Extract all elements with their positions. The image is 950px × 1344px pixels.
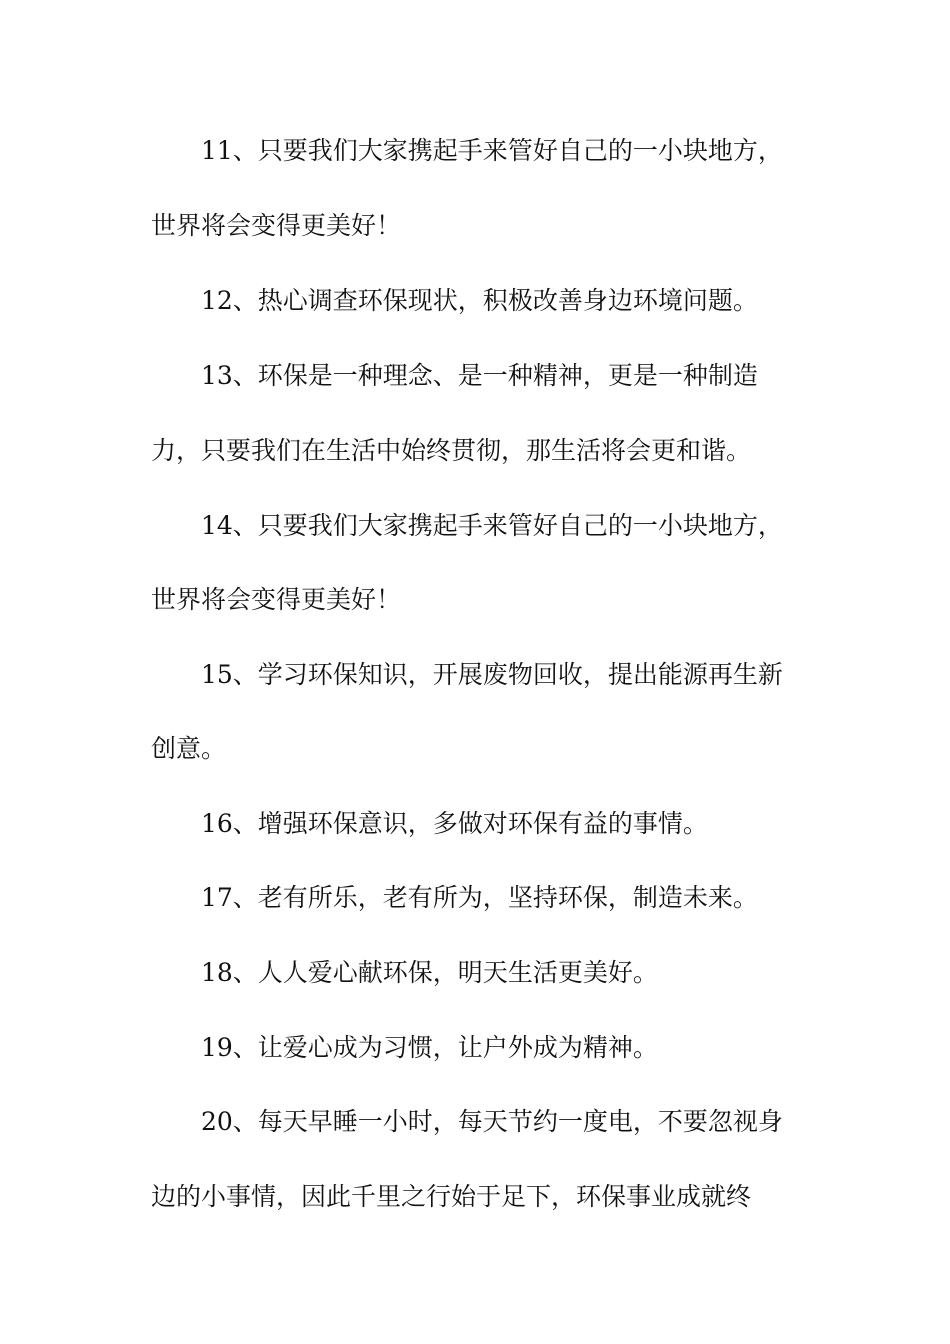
paragraph-13-line-2: 力，只要我们在生活中始终贯彻，那生活将会更和谐。 (151, 436, 752, 465)
paragraph-12-line-1: 12、热心调查环保现状，积极改善身边环境问题。 (201, 286, 758, 315)
paragraph-15-line-2: 创意。 (151, 734, 227, 763)
paragraph-14-line-2: 世界将会变得更美好！ (151, 585, 402, 614)
paragraph-19-line-1: 19、让爱心成为习惯，让户外成为精神。 (201, 1033, 658, 1062)
paragraph-15-line-1: 15、学习环保知识，开展废物回收，提出能源再生新 (201, 660, 783, 689)
paragraph-17-line-1: 17、老有所乐，老有所为，坚持环保，制造未来。 (201, 883, 758, 912)
paragraph-13-line-1: 13、环保是一种理念、是一种精神，更是一种制造 (201, 361, 758, 390)
paragraph-11-line-2: 世界将会变得更美好！ (151, 211, 402, 240)
paragraph-14-line-1: 14、只要我们大家携起手来管好自己的一小块地方， (201, 511, 783, 540)
paragraph-20-line-2: 边的小事情，因此千里之行始于足下，环保事业成就终 (151, 1182, 752, 1211)
paragraph-18-line-1: 18、人人爱心献环保，明天生活更美好。 (201, 958, 658, 987)
paragraph-11-line-1: 11、只要我们大家携起手来管好自己的一小块地方， (201, 136, 783, 165)
paragraph-16-line-1: 16、增强环保意识，多做对环保有益的事情。 (201, 809, 708, 838)
paragraph-20-line-1: 20、每天早睡一小时，每天节约一度电，不要忽视身 (201, 1107, 783, 1136)
